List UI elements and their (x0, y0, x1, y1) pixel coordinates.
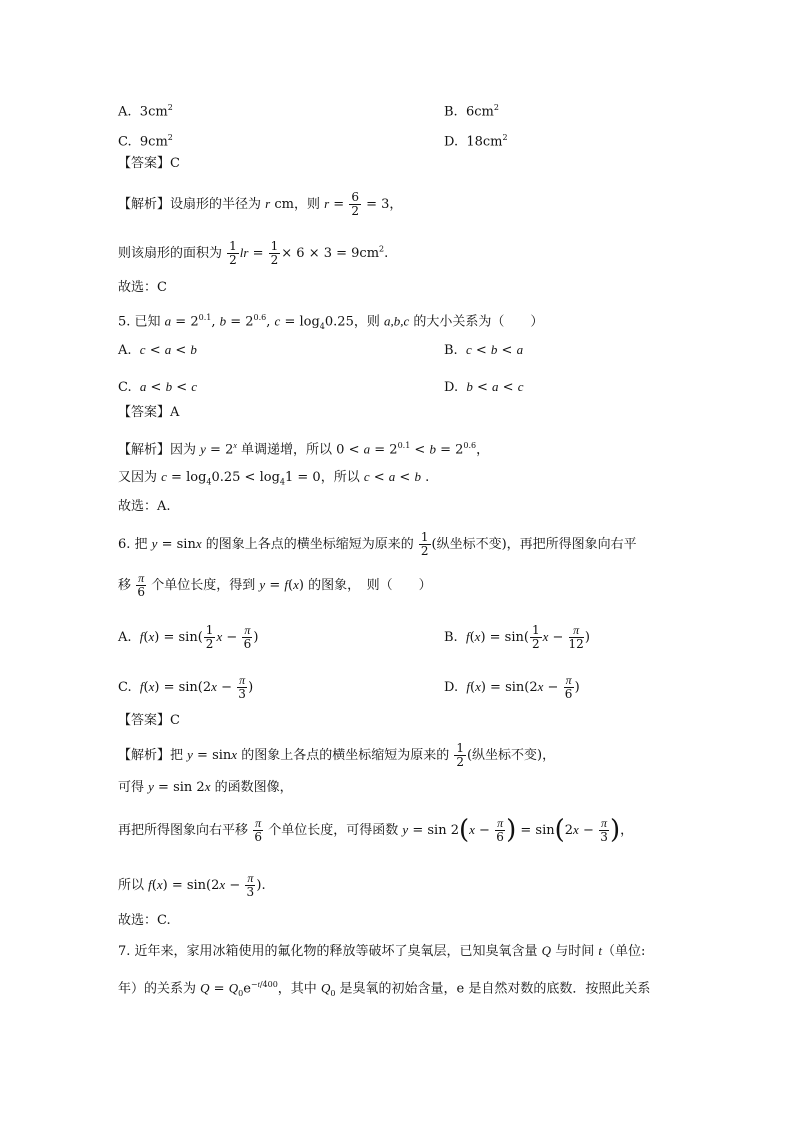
q5-analysis-1: 【解析】因为 $y = 2^x$ 单调递增，所以 $0 < a = 2^{0.1} < b = 2^{0.6}$， (118, 441, 490, 458)
q4-conclusion: 故选：C (118, 280, 167, 295)
q5-conclusion: 故选：A. (118, 499, 171, 514)
q6-option-c: C. f(x) = sin(2x − $\frac{\pi}{3}$ ) (118, 673, 254, 701)
q7-stem-1: 7. 近年来，家用冰箱使用的氟化物的释放等破坏了臭氧层，已知臭氧含量 Q 与时间 t（单位: (118, 943, 646, 959)
q4-option-c: C. $9cm^2$ (118, 133, 173, 150)
q7-stem-2: 年）的关系为 $Q = Q_0e^{-t/400}$，其中 $Q_0$ 是臭氧的初始含量，e 是自然对数的底数．按照此关系 (118, 980, 651, 998)
q6-option-a: A. f(x) = sin( $\frac{1}{2}$ x − $\frac{\pi}{6}$ ) (118, 623, 259, 651)
q6-analysis-3: 再把所得图象向右平移 $\frac{\pi}{6}$ 个单位长度，可得函数 y = sin 2(x − $\frac{\pi}{6}$ ) = sin(2x − $\frac{\pi}{3}$ )， (118, 814, 634, 845)
q5-stem: 5. 已知 $a = 2^{0.1}$, $b = 2^{0.6}$, $c = \log_40.25$，则 a,b,c 的大小关系为（ ） (118, 313, 544, 331)
q4-analysis-2: 则该扇形的面积为 $\frac{1}{2}$ lr = $\frac{1}{2}$ × $6 \times 3 = 9cm^2$. (118, 239, 389, 267)
q6-answer: 【答案】C (118, 713, 180, 728)
q6-stem-2: 移 $\frac{\pi}{6}$ 个单位长度，得到 y = f(x) 的图象， 则（ ） (118, 571, 432, 599)
q6-analysis-4: 所以 f(x) = sin(2x − $\frac{\pi}{3}$ ). (118, 871, 266, 899)
q6-analysis-2: 可得 y = sin 2x 的函数图像， (118, 779, 293, 795)
q5-analysis-2: 又因为 $c = \log_40.25 < \log_41 = 0$，所以 c < a < b . (118, 469, 430, 487)
q5-option-a: A. c < a < b (118, 342, 197, 358)
q5-option-c: C. a < b < c (118, 379, 198, 395)
q6-stem-1: 6. 把 y = sinx 的图象上各点的横坐标缩短为原来的 $\frac{1}{2}$ (纵坐标不变)，再把所得图象向右平 (118, 530, 637, 558)
q4-option-b: B. $6cm^2$ (444, 103, 499, 120)
q5-option-b: B. c < b < a (444, 342, 524, 358)
q5-option-d: D. b < a < c (444, 379, 524, 395)
q6-conclusion: 故选：C. (118, 913, 171, 928)
q4-answer: 【答案】C (118, 156, 180, 171)
q4-option-a: A. $3cm^2$ (118, 103, 173, 120)
q6-option-d: D. f(x) = sin(2x − $\frac{\pi}{6}$ ) (444, 673, 580, 701)
q6-option-b: B. f(x) = sin( $\frac{1}{2}$ x − $\frac{\pi}{12}$ ) (444, 623, 590, 651)
q4-analysis-1: 【解析】设扇形的半径为 r cm，则 r = $\frac{6}{2}$ = 3， (118, 190, 403, 218)
q5-answer: 【答案】A (118, 405, 180, 420)
q4-option-d: D. $18cm^2$ (444, 133, 508, 150)
q6-analysis-1: 【解析】把 y = sinx 的图象上各点的横坐标缩短为原来的 $\frac{1}{2}$ (纵坐标不变)， (118, 741, 556, 769)
